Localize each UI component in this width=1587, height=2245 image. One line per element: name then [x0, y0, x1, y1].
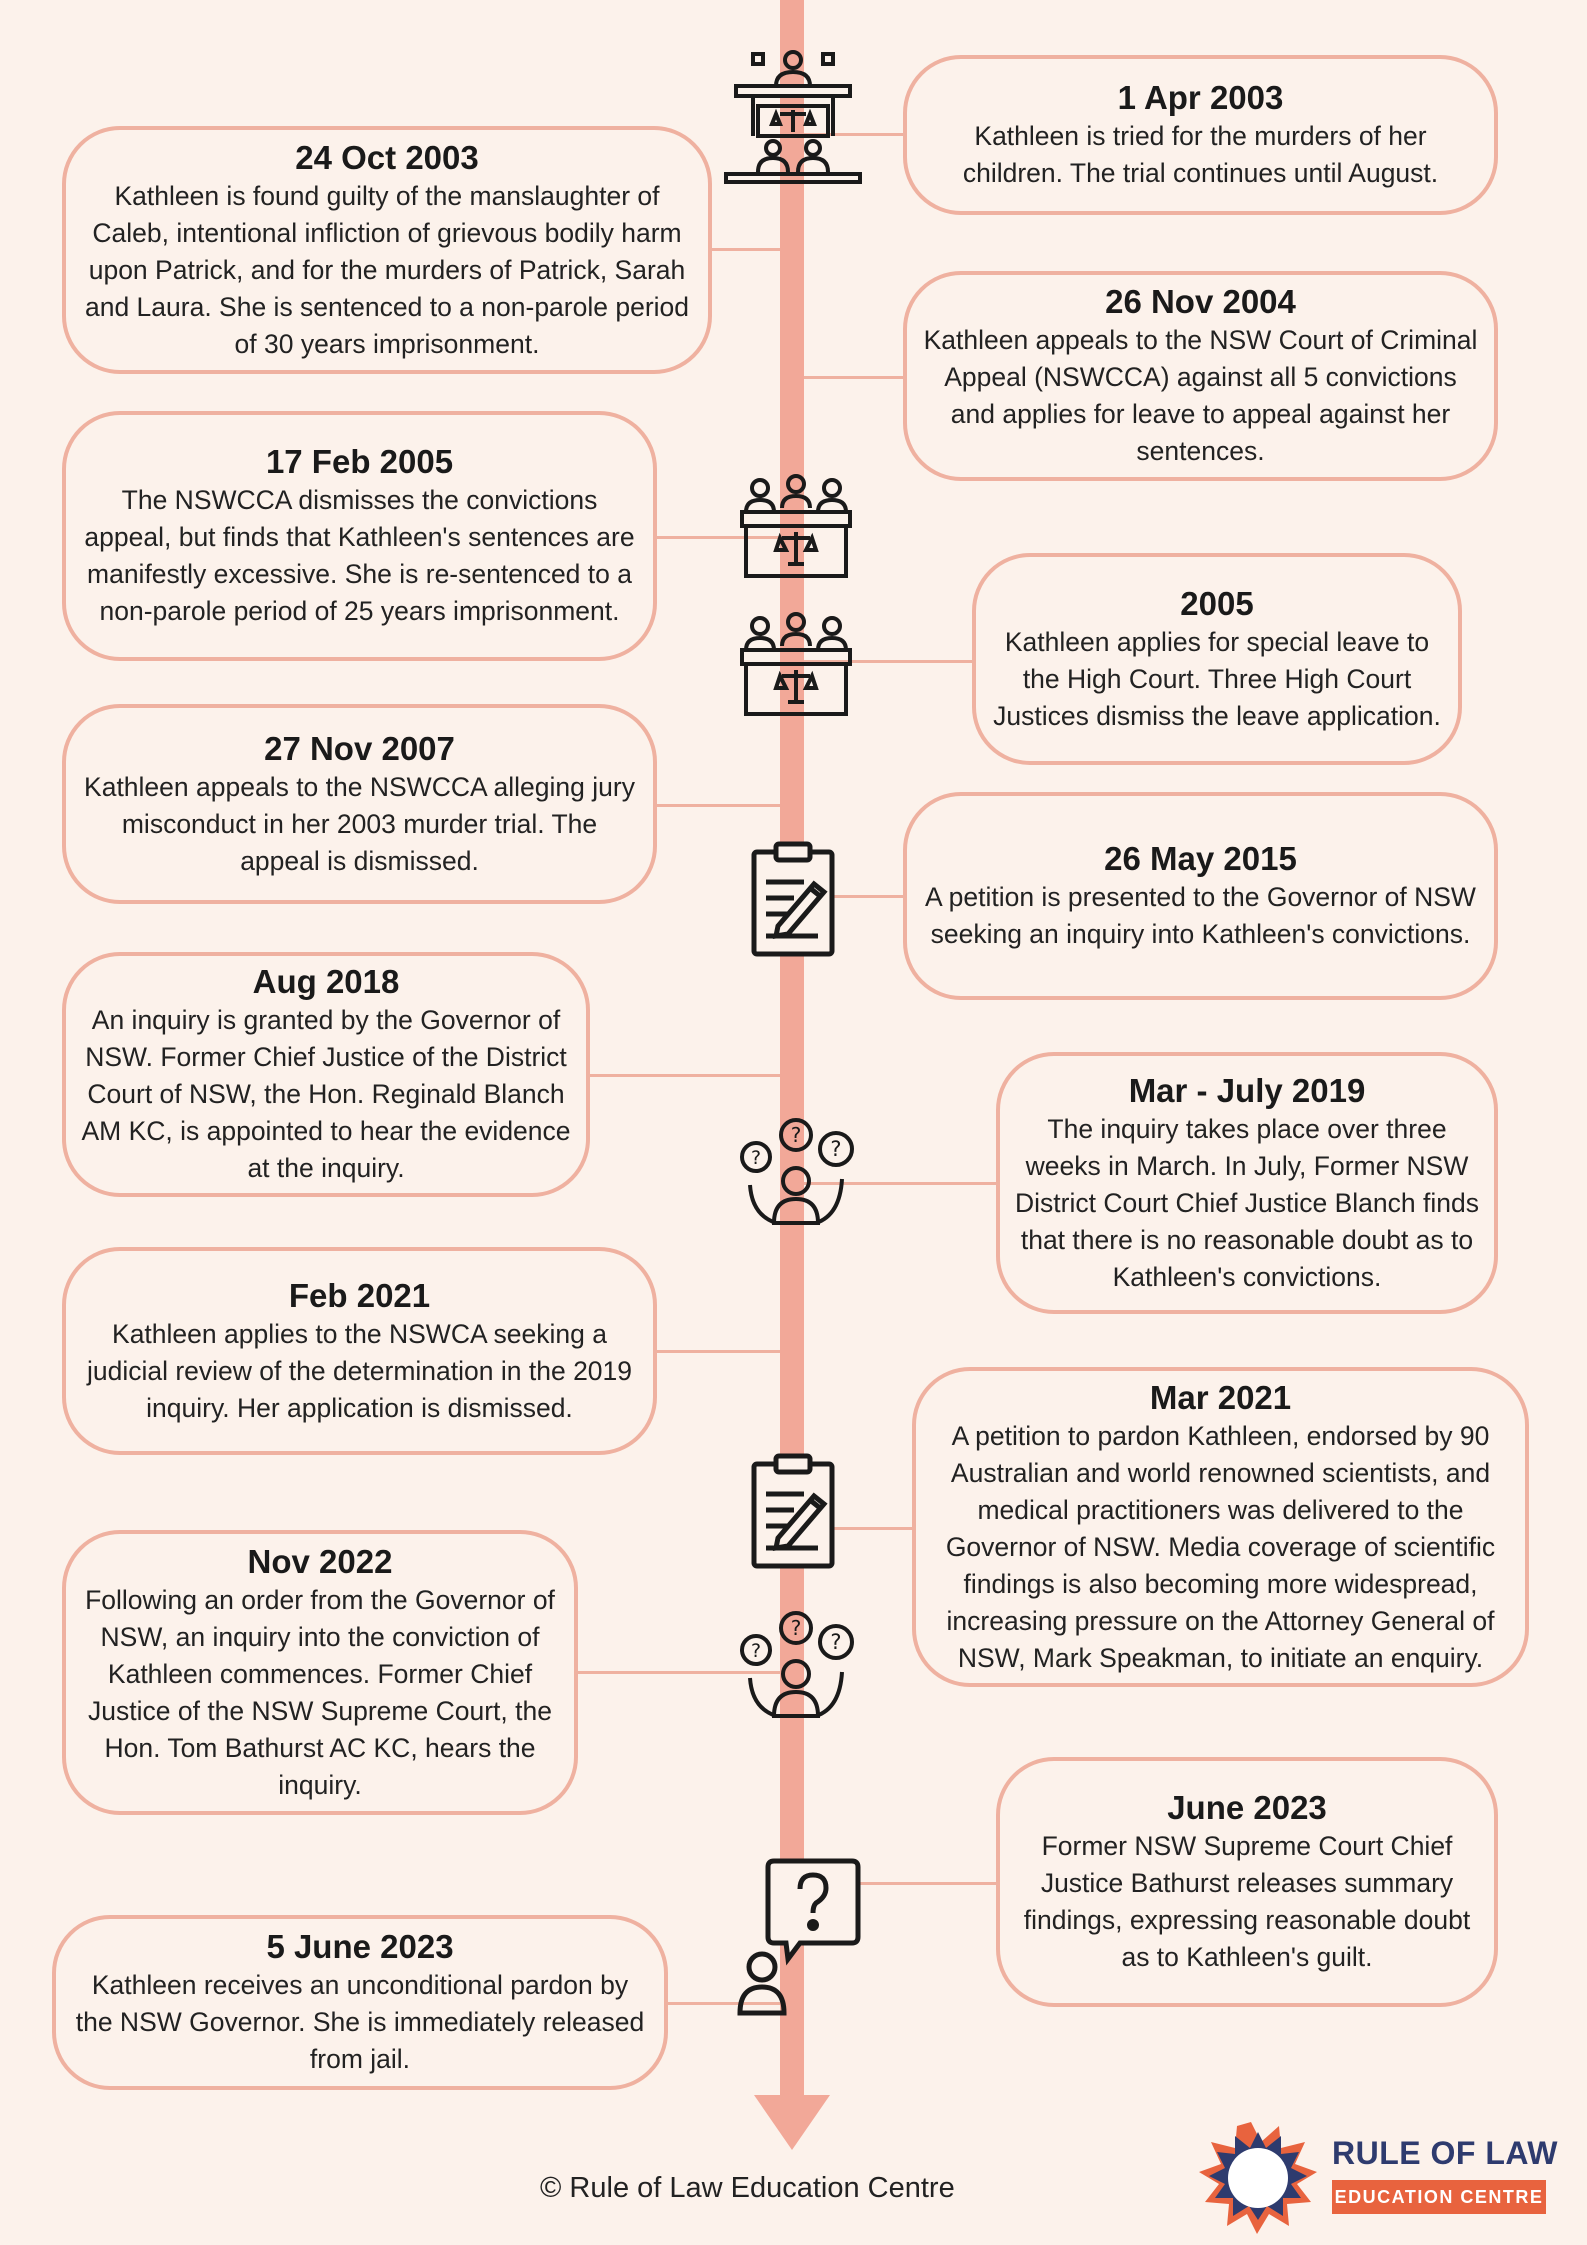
connector — [656, 1350, 780, 1353]
svg-text:?: ? — [790, 1123, 802, 1147]
event-date: 1 Apr 2003 — [1117, 79, 1284, 116]
event-description: Kathleen applies to the NSWCA seeking a judicial review of the determination in the 2019 inquiry. Her application is dismissed. — [86, 1318, 633, 1423]
event-card-2023-june — [996, 1757, 1498, 2007]
brand-subtitle: EDUCATION CENTRE — [1332, 2180, 1546, 2214]
event-description: An inquiry is granted by the Governor of NSW. Former Chief Justice of the District Court of NSW, the Hon. Reginald Blanch AM KC, is appointed to hear the evidence at the inquiry. — [81, 1005, 571, 1183]
event-card-2021-feb — [62, 1247, 657, 1455]
event-date: Mar 2021 — [1149, 1378, 1292, 1416]
event-description: Kathleen is tried for the murders of her children. The trial continues until August. — [962, 121, 1439, 188]
event-card-2015-may — [903, 792, 1498, 1000]
timeline-spine — [780, 0, 804, 2100]
connector — [712, 248, 780, 251]
question-speech-icon — [730, 1855, 866, 2017]
clipboard-icon — [748, 838, 838, 958]
event-date: 17 Feb 2005 — [265, 443, 454, 480]
event-card-2005-feb — [62, 411, 657, 661]
event-card-2021-mar — [912, 1367, 1529, 1687]
rule-of-law-logo-icon — [1195, 2120, 1335, 2240]
event-date: 26 May 2015 — [1104, 840, 1297, 877]
event-date: Aug 2018 — [252, 963, 400, 1000]
event-description: Kathleen applies for special leave to the High Court. Three High Court Justices dismiss the leave application. — [993, 626, 1441, 731]
event-description: Kathleen receives an unconditional pardon by the NSW Governor. She is immediately released from jail. — [75, 1970, 645, 2074]
courtroom-icon — [718, 48, 868, 198]
event-card-2018-aug — [62, 952, 590, 1197]
clipboard-icon — [748, 1450, 838, 1570]
event-card-2007-nov — [62, 704, 657, 904]
svg-text:?: ? — [750, 1147, 762, 1169]
event-card-2019 — [996, 1052, 1498, 1314]
copyright-text: © Rule of Law Education Centre — [540, 2172, 955, 2204]
event-card-2023-pardon — [52, 1915, 668, 2090]
event-description: The NSWCCA dismisses the convictions appeal, but finds that Kathleen's sentences are manifestly excessive. She is re-sentenced to a non-parole period of 25 years imprisonment. — [84, 485, 635, 626]
event-date: 5 June 2023 — [266, 1928, 454, 1965]
event-description: Former NSW Supreme Court Chief Justice Bathurst releases summary findings, expressing reasonable doubt as to Kathleen's guilt. — [1023, 1831, 1471, 1972]
connector — [656, 804, 780, 807]
svg-text:?: ? — [750, 1640, 762, 1662]
event-card-2003-apr — [903, 55, 1498, 215]
event-card-2022-nov — [62, 1530, 578, 1815]
event-card-2003-oct — [62, 126, 712, 374]
connector — [804, 376, 904, 379]
svg-text:?: ? — [830, 1137, 842, 1161]
event-card-2005 — [972, 553, 1462, 765]
jury-icon — [738, 474, 854, 580]
svg-text:?: ? — [830, 1630, 842, 1654]
questioning-person-icon — [736, 1608, 856, 1723]
event-date: 26 Nov 2004 — [1105, 283, 1296, 320]
connector — [590, 1074, 780, 1077]
event-description: Kathleen appeals to the NSWCCA alleging jury misconduct in her 2003 murder trial. The appeal is dismissed. — [84, 771, 635, 876]
event-description: Following an order from the Governor of NSW, an inquiry into the conviction of Kathleen commences. Former Chief Justice of the NSW Supreme Court, the Hon. Tom Bathurst AC KC, hears the inquiry. — [85, 1584, 555, 1800]
event-date: 24 Oct 2003 — [295, 138, 479, 176]
event-date: Feb 2021 — [288, 1276, 431, 1314]
event-date: Mar - July 2019 — [1128, 1071, 1366, 1109]
timeline-arrowhead — [754, 2095, 830, 2150]
event-date: 27 Nov 2007 — [264, 729, 455, 767]
event-description: The inquiry takes place over three weeks in March. In July, Former NSW District Court Chief Justice Blanch finds that there is no reasonable doubt as to Kathleen's convictions. — [1015, 1113, 1479, 1292]
event-date: 2005 — [1180, 584, 1254, 622]
event-card-2004-nov — [903, 271, 1498, 481]
svg-text:?: ? — [790, 1616, 802, 1640]
brand-title: RULE OF LAW — [1332, 2135, 1558, 2171]
event-description: A petition is presented to the Governor of NSW seeking an inquiry into Kathleen's convictions. — [925, 882, 1476, 949]
event-description: A petition to pardon Kathleen, endorsed by 90 Australian and world renowned scientists, and medical practitioners was delivered to the Governor of NSW. Media coverage of scientific findings is also becoming more widespread, increasing pressure on the Attorney General of NSW, Mark Speakman, to initiate an enquiry. — [945, 1420, 1496, 1673]
event-date: Nov 2022 — [247, 1542, 393, 1580]
jury-icon — [738, 612, 854, 718]
event-date: June 2023 — [1167, 1789, 1327, 1826]
questioning-person-icon — [736, 1115, 856, 1230]
event-description: Kathleen is found guilty of the manslaughter of Caleb, intentional infliction of grievous bodily harm upon Patrick, and for the murders of Patrick, Sarah and Laura. She is sentenced to a non-parole period of 30 years imprisonment. — [84, 180, 690, 359]
event-description: Kathleen appeals to the NSW Court of Criminal Appeal (NSWCCA) against all 5 convictions and applies for leave to appeal against her sentences. — [923, 325, 1478, 466]
